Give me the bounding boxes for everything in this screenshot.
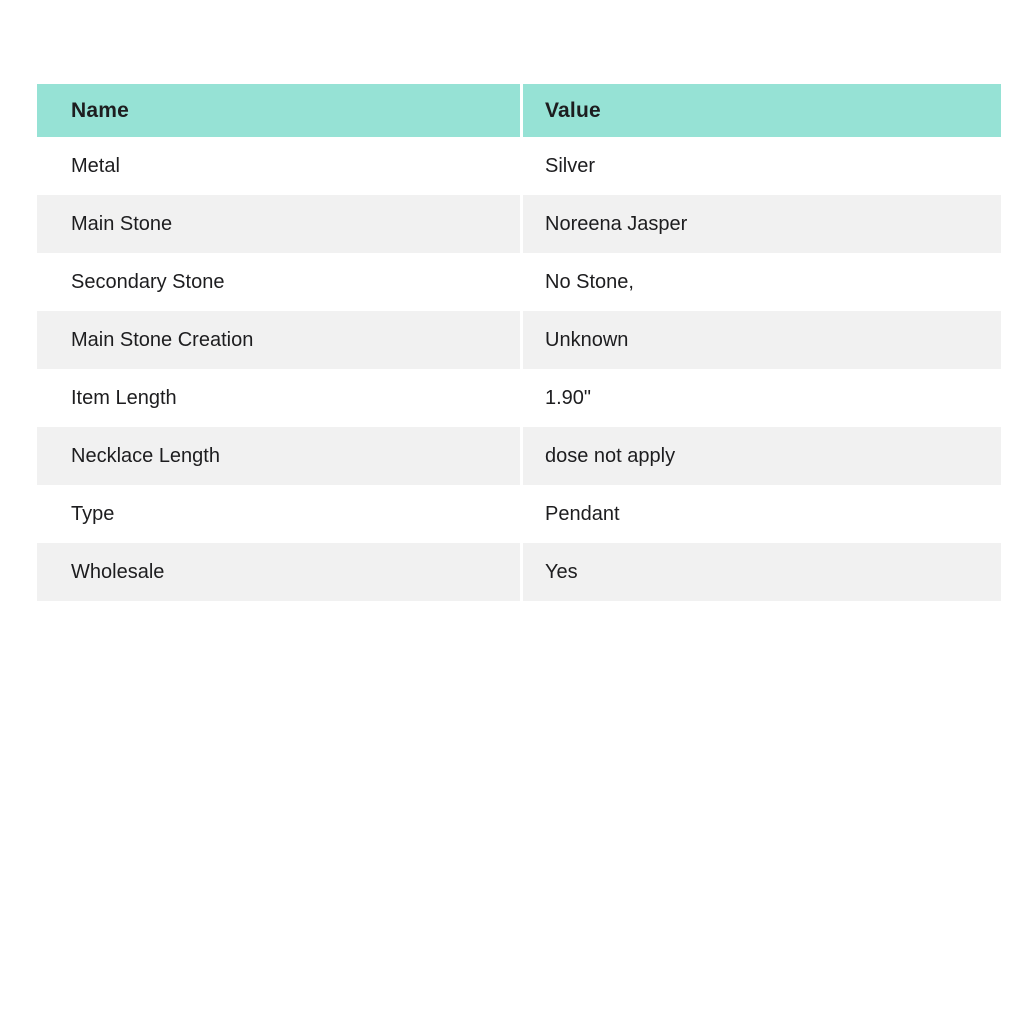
table-row bbox=[37, 311, 1001, 369]
table-row bbox=[37, 253, 1001, 311]
row-value-cell: Yes bbox=[545, 560, 578, 583]
row-name-cell: Item Length bbox=[37, 369, 523, 427]
table-row bbox=[37, 369, 1001, 427]
row-value-cell: dose not apply bbox=[545, 444, 676, 467]
row-value-cell: Noreena Jasper bbox=[545, 212, 688, 235]
row-value-cell: Unknown bbox=[545, 328, 629, 351]
table-body bbox=[37, 137, 1001, 601]
row-value-cell: Silver bbox=[545, 154, 596, 177]
row-name-cell: Main Stone Creation bbox=[37, 311, 523, 369]
table-row bbox=[37, 195, 1001, 253]
row-name-cell: Type bbox=[37, 485, 523, 543]
row-value-cell: Pendant bbox=[545, 502, 620, 525]
table-row bbox=[37, 137, 1001, 195]
row-value-cell: 1.90" bbox=[545, 386, 592, 409]
header-cell-name: Name bbox=[37, 84, 523, 137]
table-row bbox=[37, 485, 1001, 543]
row-name-cell: Metal bbox=[37, 137, 523, 195]
row-value-cell: No Stone, bbox=[545, 270, 634, 293]
row-name-cell: Main Stone bbox=[37, 195, 523, 253]
row-name-cell: Necklace Length bbox=[37, 427, 523, 485]
table-row bbox=[37, 543, 1001, 601]
table-row bbox=[37, 427, 1001, 485]
row-name-cell: Wholesale bbox=[37, 543, 523, 601]
header-cell-value: Value bbox=[545, 98, 601, 122]
table-header-row bbox=[37, 84, 1001, 137]
attributes-table bbox=[37, 84, 1001, 601]
row-name-cell: Secondary Stone bbox=[37, 253, 523, 311]
